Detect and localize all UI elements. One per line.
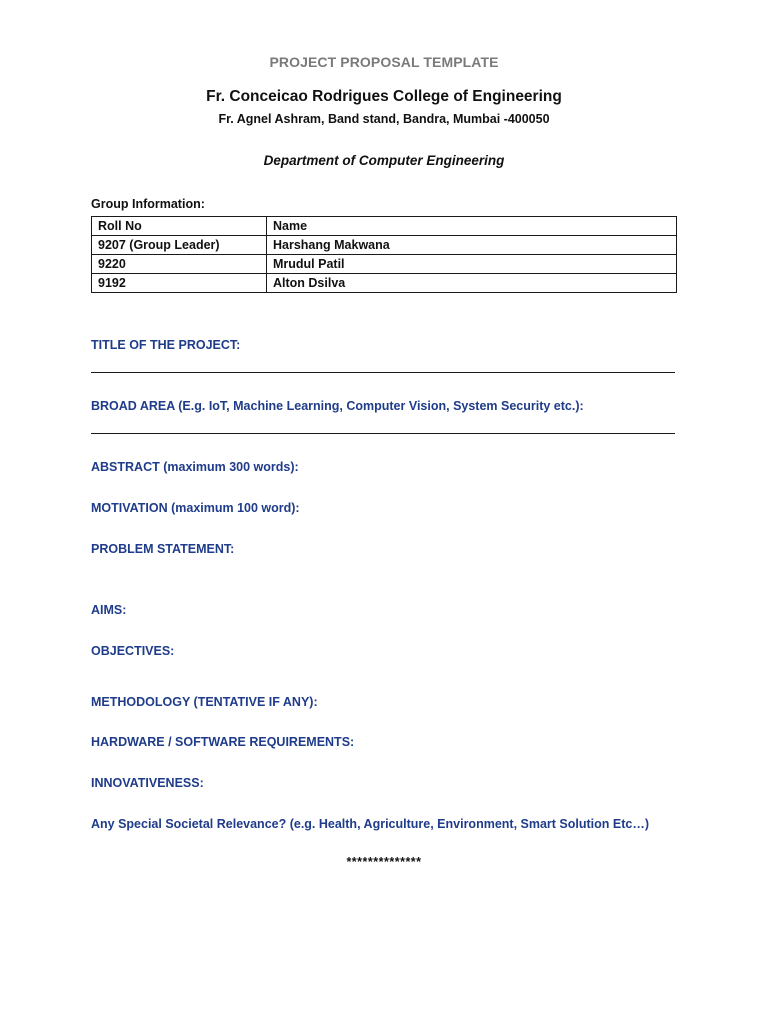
roll-no-cell: 9207 (Group Leader) (92, 236, 267, 255)
group-information-label: Group Information: (91, 197, 205, 211)
table-row (92, 274, 677, 293)
column-header-name: Name (267, 217, 677, 236)
section-broad-area: BROAD AREA (E.g. IoT, Machine Learning, Computer Vision, System Security etc.): (91, 399, 584, 413)
name-cell: Harshang Makwana (267, 236, 677, 255)
section-aims: AIMS: (91, 603, 127, 617)
section-problem-statement: PROBLEM STATEMENT: (91, 542, 235, 556)
section-motivation: MOTIVATION (maximum 100 word): (91, 501, 300, 515)
table-header-row (92, 217, 677, 236)
name-cell: Alton Dsilva (267, 274, 677, 293)
column-header-roll-no: Roll No (92, 217, 267, 236)
table-row (92, 236, 677, 255)
college-address: Fr. Agnel Ashram, Band stand, Bandra, Mumbai -400050 (218, 112, 550, 126)
section-title-of-project: TITLE OF THE PROJECT: (91, 338, 241, 352)
document-heading: PROJECT PROPOSAL TEMPLATE (269, 54, 499, 70)
group-information-table (91, 216, 677, 293)
end-of-document-mark: ************** (346, 855, 422, 869)
table-row (92, 255, 677, 274)
broad-area-answer-line (91, 433, 675, 434)
roll-no-cell: 9192 (92, 274, 267, 293)
college-name: Fr. Conceicao Rodrigues College of Engineering (206, 88, 562, 105)
section-objectives: OBJECTIVES: (91, 644, 175, 658)
section-abstract: ABSTRACT (maximum 300 words): (91, 460, 299, 474)
section-societal-relevance: Any Special Societal Relevance? (e.g. Health, Agriculture, Environment, Smart Solution Etc…) (91, 817, 649, 831)
section-innovativeness: INNOVATIVENESS: (91, 776, 204, 790)
section-methodology: METHODOLOGY (TENTATIVE IF ANY): (91, 695, 318, 709)
department-name: Department of Computer Engineering (263, 153, 505, 168)
section-hardware-software-requirements: HARDWARE / SOFTWARE REQUIREMENTS: (91, 735, 355, 749)
roll-no-cell: 9220 (92, 255, 267, 274)
title-answer-line (91, 372, 675, 373)
name-cell: Mrudul Patil (267, 255, 677, 274)
